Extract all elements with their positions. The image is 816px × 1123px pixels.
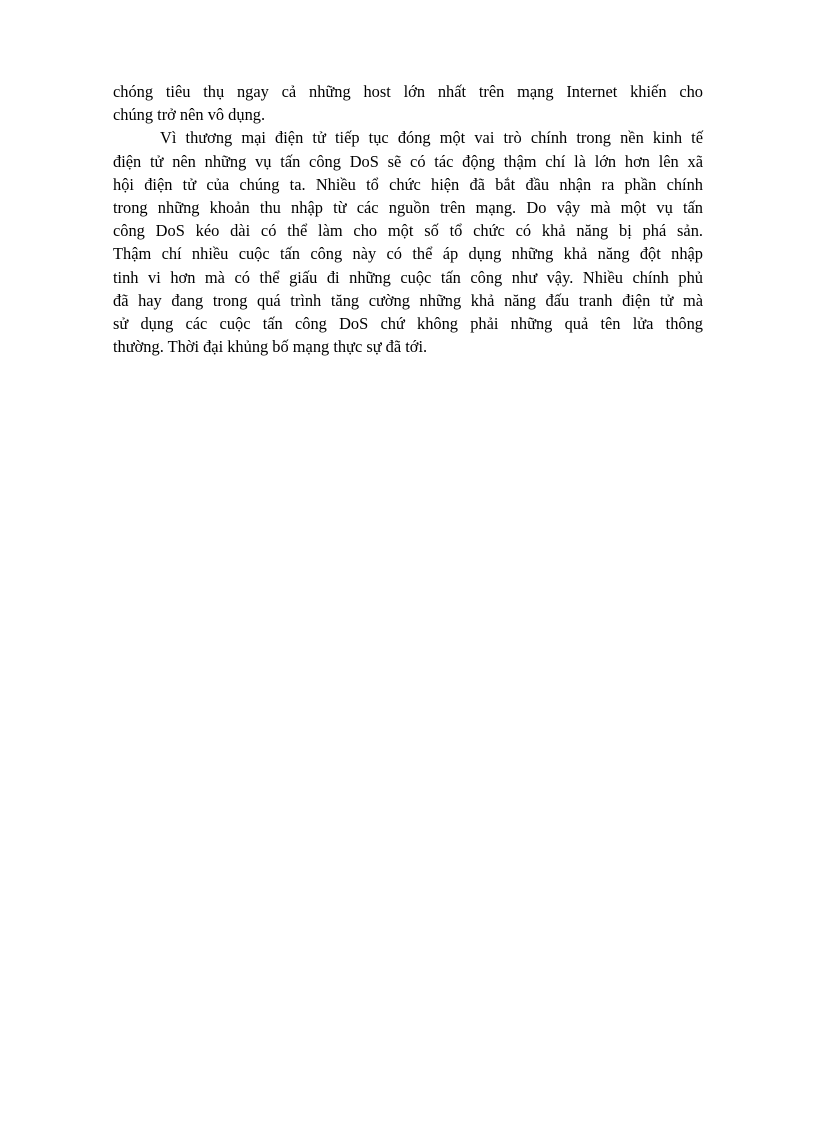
paragraph-2 (113, 126, 703, 358)
paragraph-line: công DoS kéo dài có thể làm cho một số tổ chức có khả năng bị phá sản. (113, 221, 703, 241)
paragraph-line: đã hay đang trong quá trình tăng cường những khả năng đấu tranh điện tử mà (113, 290, 703, 310)
paragraph-line: hội điện tử của chúng ta. Nhiều tổ chức hiện đã bắt đầu nhận ra phần chính (113, 174, 703, 194)
paragraph-line: điện tử nên những vụ tấn công DoS sẽ có tác động thậm chí là lớn hơn lên xã (113, 151, 703, 171)
paragraph-line: tinh vi hơn mà có thể giấu đi những cuộc tấn công như vậy. Nhiều chính phủ (113, 267, 703, 287)
paragraph-line: Vì thương mại điện tử tiếp tục đóng một vai trò chính trong nền kinh tế (160, 128, 703, 148)
paragraph-line: thường. Thời đại khủng bố mạng thực sự đã tới. (113, 337, 428, 357)
body-text (113, 80, 703, 358)
paragraph-line: chúng trở nên vô dụng. (113, 105, 266, 125)
paragraph-line: chóng tiêu thụ ngay cả những host lớn nhất trên mạng Internet khiến cho (113, 82, 703, 101)
paragraph-1 (113, 80, 703, 126)
paragraph-line: sử dụng các cuộc tấn công DoS chứ không phải những quả tên lửa thông (113, 313, 703, 333)
paragraph-line: Thậm chí nhiều cuộc tấn công này có thể áp dụng những khả năng đột nhập (113, 244, 703, 264)
paragraph-line: trong những khoản thu nhập từ các nguồn trên mạng. Do vậy mà một vụ tấn (113, 197, 703, 217)
